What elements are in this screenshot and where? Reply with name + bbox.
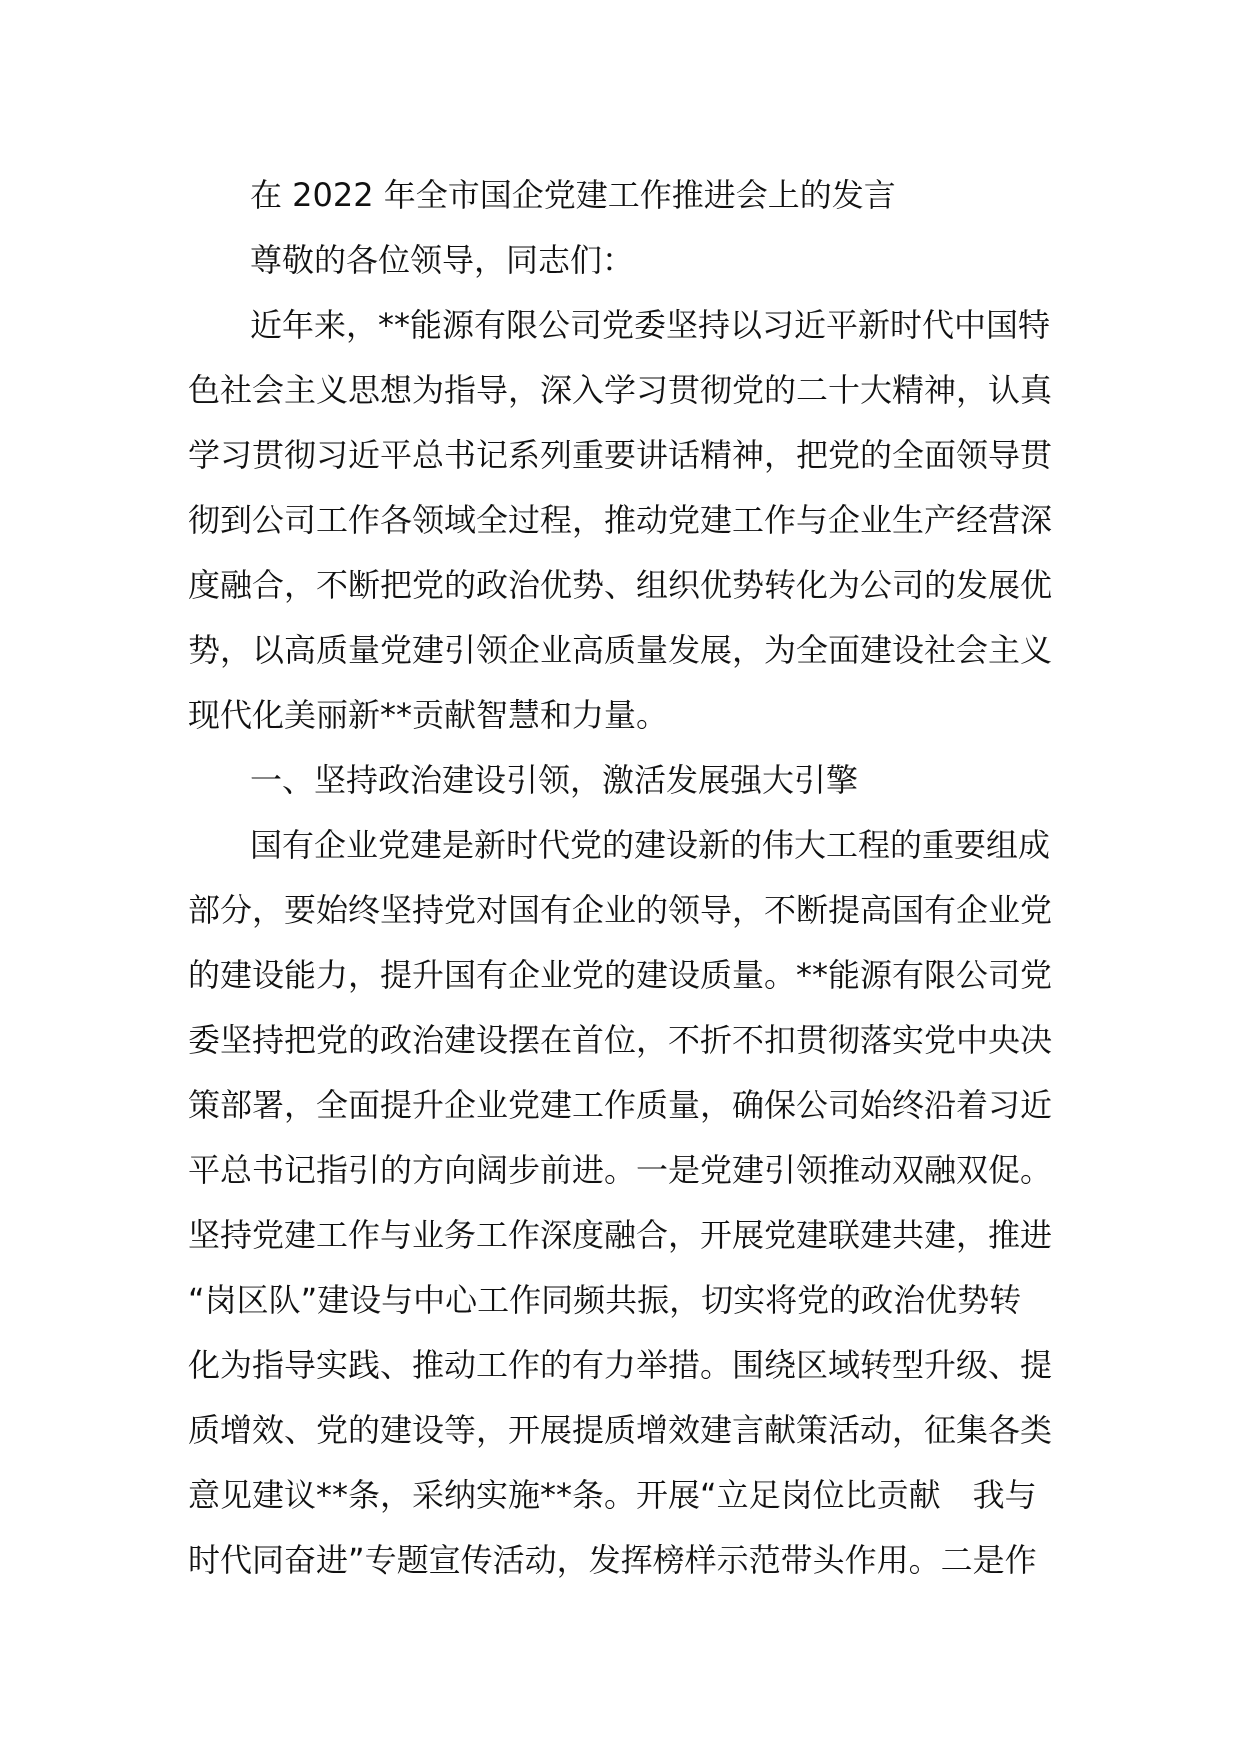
paragraph-line: 质增效、党的建设等，开展提质增效建言献策活动，征集各类 (188, 1411, 1053, 1449)
paragraph-line: 策部署，全面提升企业党建工作质量，确保公司始终沿着习近 (188, 1086, 1053, 1124)
paragraph-line: 意见建议**条，采纳实施**条。开展“立足岗位比贡献 我与 (188, 1476, 1037, 1514)
section-heading: 一、坚持政治建设引领，激活发展强大引擎 (250, 761, 859, 799)
paragraph-line: “岗区队”建设与中心工作同频共振，切实将党的政治优势转 (188, 1281, 1022, 1319)
paragraph-line: 国有企业党建是新时代党的建设新的伟大工程的重要组成 (250, 826, 1051, 864)
document-title: 在 2022 年全市国企党建工作推进会上的发言 (250, 176, 896, 214)
paragraph-line: 现代化美丽新**贡献智慧和力量。 (188, 696, 669, 734)
paragraph-line: 坚持党建工作与业务工作深度融合，开展党建联建共建，推进 (188, 1216, 1053, 1254)
document-body (188, 228, 1058, 1593)
paragraph-1 (188, 293, 1058, 748)
paragraph-line: 时代同奋进”专题宣传活动，发挥榜样示范带头作用。二是作 (188, 1541, 1037, 1579)
paragraph-line: 平总书记指引的方向阔步前进。一是党建引领推动双融双促。 (188, 1151, 1053, 1189)
salutation: 尊敬的各位领导，同志们： (250, 241, 635, 279)
paragraph-line: 部分，要始终坚持党对国有企业的领导，不断提高国有企业党 (188, 891, 1053, 929)
paragraph-line: 化为指导实践、推动工作的有力举措。围绕区域转型升级、提 (188, 1346, 1053, 1384)
paragraph-line: 委坚持把党的政治建设摆在首位，不折不扣贯彻落实党中央决 (188, 1021, 1053, 1059)
paragraph-line: 近年来，**能源有限公司党委坚持以习近平新时代中国特 (250, 306, 1051, 344)
paragraph-line: 学习贯彻习近平总书记系列重要讲话精神，把党的全面领导贯 (188, 436, 1053, 474)
paragraph-line: 度融合，不断把党的政治优势、组织优势转化为公司的发展优 (188, 566, 1053, 604)
paragraph-line: 色社会主义思想为指导，深入学习贯彻党的二十大精神，认真 (188, 371, 1053, 409)
paragraph-line: 势，以高质量党建引领企业高质量发展，为全面建设社会主义 (188, 631, 1053, 669)
paragraph-line: 彻到公司工作各领域全过程，推动党建工作与企业生产经营深 (188, 501, 1053, 539)
paragraph-line: 的建设能力，提升国有企业党的建设质量。**能源有限公司党 (188, 956, 1053, 994)
paragraph-2 (188, 813, 1058, 1593)
